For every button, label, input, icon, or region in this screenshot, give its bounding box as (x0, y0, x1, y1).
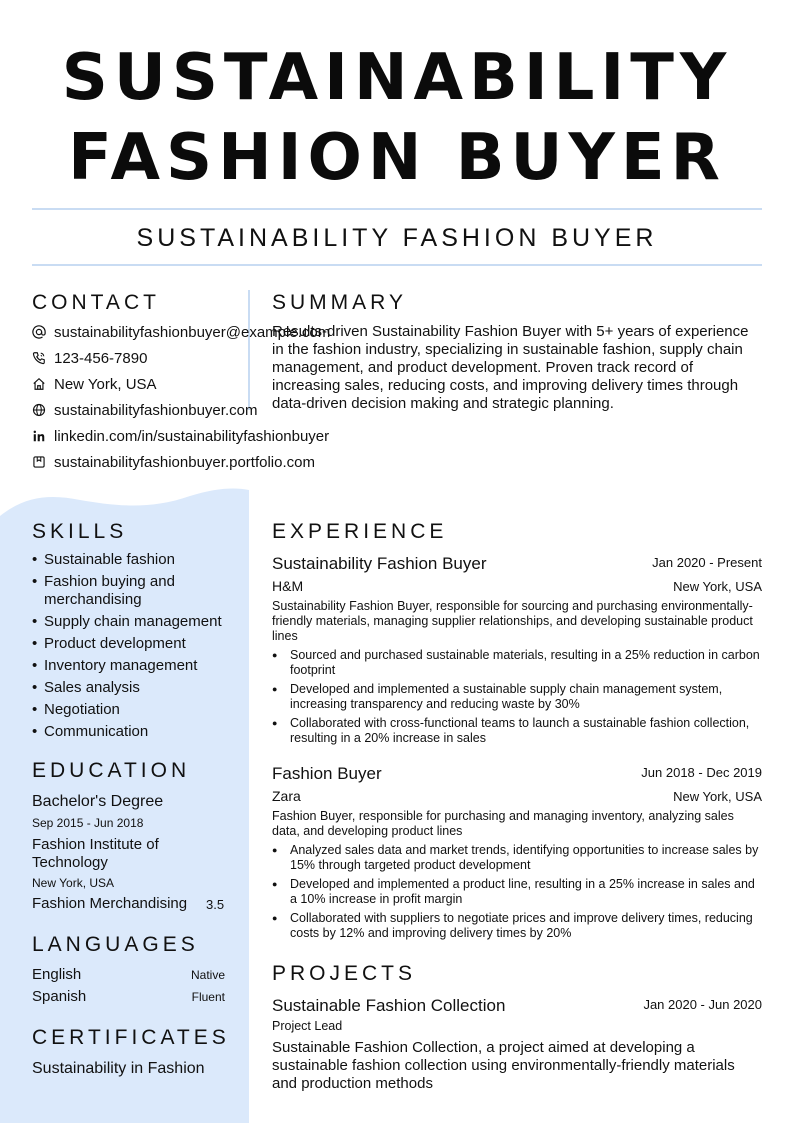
title-line-2: FASHION BUYER (68, 121, 726, 195)
contact-location-text: New York, USA (54, 375, 157, 393)
language-name: English (32, 966, 82, 983)
job-dates: Jan 2020 - Present (652, 555, 762, 570)
contact-linkedin[interactable] (32, 425, 329, 447)
contact-email-text: sustainabilityfashionbuyer@example.com (54, 323, 331, 341)
contact-linkedin-text: linkedin.com/in/sustainabilityfashionbuyer (54, 427, 330, 445)
languages-heading: LANGUAGES (32, 933, 199, 956)
job-achievements (272, 648, 762, 750)
globe-icon (32, 403, 46, 417)
contact-phone-text: 123-456-7890 (54, 349, 148, 367)
job-description: Sustainability Fashion Buyer, responsible for sourcing and purchasing environmentally-friendly materials, managing supplier relationships, and developing sustainable product lines (272, 599, 753, 643)
achievement-item: ● Analyzed sales data and market trends, identifying opportunities to increase sales by 15% through targeted product development (272, 843, 762, 873)
contact-portfolio[interactable] (32, 451, 315, 473)
language-name: Spanish (32, 988, 87, 1005)
home-icon (32, 377, 46, 391)
achievement-item: ● Sourced and purchased sustainable materials, resulting in a 25% reduction in carbon footprint (272, 648, 762, 678)
skill-item: • Communication (32, 723, 242, 741)
top-rule (32, 208, 762, 210)
achievement-item: ● Developed and implemented a sustainable supply chain management system, increasing transparency and reducing waste by 30% (272, 682, 762, 712)
contact-heading: CONTACT (32, 291, 160, 314)
skill-item: • Fashion buying and merchandising (32, 573, 242, 609)
job-company: H&M (272, 578, 304, 594)
language-level: Native (190, 968, 225, 982)
contact-location (32, 373, 157, 395)
experience-heading: EXPERIENCE (272, 520, 448, 543)
education-gpa: 3.5 (206, 897, 225, 912)
contact-website[interactable] (32, 399, 257, 421)
job-location: New York, USA (673, 579, 762, 594)
skill-item: • Sustainable fashion (32, 551, 242, 569)
language-level: Fluent (191, 990, 225, 1004)
skills-list (32, 551, 242, 745)
subtitle-rule (32, 264, 762, 266)
education-dates: Sep 2015 - Jun 2018 (32, 816, 144, 830)
certificate-item: Sustainability in Fashion (32, 1060, 205, 1077)
contact-portfolio-text: sustainabilityfashionbuyer.portfolio.com (54, 453, 315, 471)
job-title: Fashion Buyer (272, 764, 382, 783)
at-icon (32, 325, 46, 339)
job-company: Zara (272, 788, 301, 804)
linkedin-icon (32, 429, 46, 443)
education-heading: EDUCATION (32, 759, 191, 782)
job-description: Fashion Buyer, responsible for purchasing and managing inventory, analyzing sales data, and developing product lines (272, 809, 734, 838)
project-role: Project Lead (272, 1019, 343, 1033)
projects-heading: PROJECTS (272, 962, 417, 985)
portfolio-icon (32, 455, 46, 469)
education-school: Fashion Institute of Technology (32, 836, 159, 871)
education-degree: Bachelor's Degree (32, 793, 164, 810)
job-location: New York, USA (673, 789, 762, 804)
skill-item: • Inventory management (32, 657, 242, 675)
skill-item: • Product development (32, 635, 242, 653)
achievement-item: ● Collaborated with suppliers to negotiate prices and improve delivery times, reducing costs by 12% and improving delivery times by 20% (272, 911, 762, 941)
job-dates: Jun 2018 - Dec 2019 (641, 765, 762, 780)
education-location: New York, USA (32, 876, 115, 890)
contact-divider (248, 290, 250, 410)
project-description: Sustainable Fashion Collection, a project aimed at developing a sustainable fashion collection using environmentally-friendly materials and production methods (272, 1039, 735, 1092)
job-title: Sustainability Fashion Buyer (272, 554, 487, 573)
subtitle: SUSTAINABILITY FASHION BUYER (136, 224, 658, 252)
job-achievements (272, 843, 762, 945)
skill-item: • Sales analysis (32, 679, 242, 697)
skills-heading: SKILLS (32, 520, 128, 543)
summary-text: Results-driven Sustainability Fashion Buyer with 5+ years of experience in the fashion industry, specializing in sustainable fashion, supply chain management, and product development. Proven track record of increasing sales, reducing costs, and improving delivery times through data-driven decision making and strategic planning. (272, 323, 749, 412)
phone-icon (32, 351, 46, 365)
project-title: Sustainable Fashion Collection (272, 996, 506, 1015)
resume-title (0, 38, 794, 198)
contact-phone[interactable] (32, 347, 147, 369)
achievement-item: ● Developed and implemented a product line, resulting in a 25% increase in sales and a 10% increase in profit margin (272, 877, 762, 907)
project-dates: Jan 2020 - Jun 2020 (643, 997, 762, 1012)
achievement-item: ● Collaborated with cross-functional teams to launch a sustainable fashion collection, resulting in a 20% increase in sales (272, 716, 762, 746)
certificates-heading: CERTIFICATES (32, 1026, 230, 1049)
contact-website-text: sustainabilityfashionbuyer.com (54, 401, 258, 419)
title-line-1: SUSTAINABILITY (61, 41, 733, 115)
summary-heading: SUMMARY (272, 291, 407, 314)
skill-item: • Supply chain management (32, 613, 242, 631)
education-field: Fashion Merchandising (32, 895, 188, 912)
skill-item: • Negotiation (32, 701, 242, 719)
